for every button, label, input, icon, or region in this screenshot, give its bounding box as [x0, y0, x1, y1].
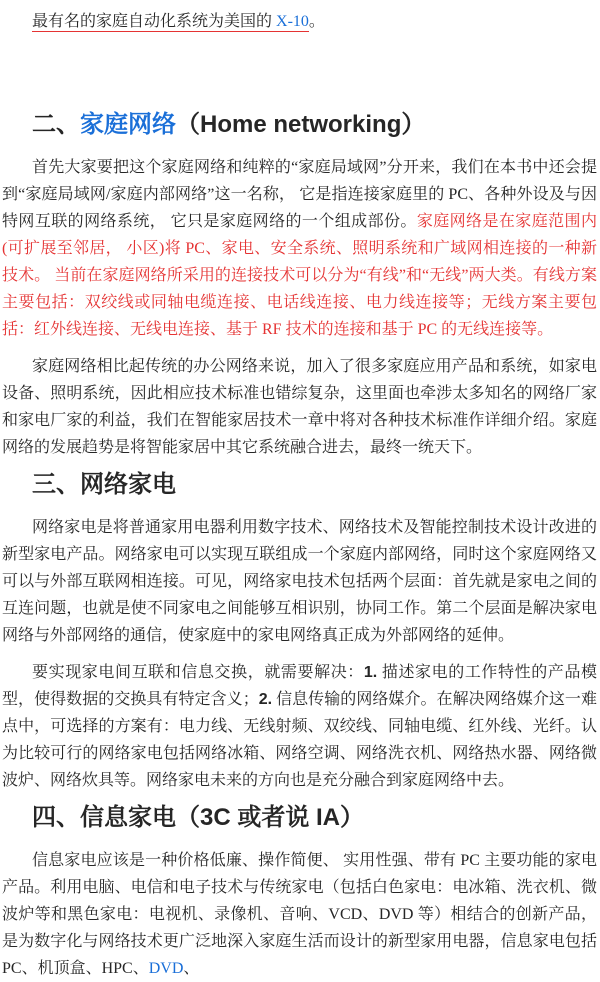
section-heading-information-appliances [2, 804, 597, 831]
paragraph-home-network-standards [2, 353, 597, 461]
text-run: 三、网络家电 [32, 471, 176, 498]
text-run: 信息传输的网络媒介。在解决网络媒介这一难点中，可选择的方案有：电力线、无线射频、双绞线、同轴电缆、红外线、光纤。认为比较可行的网络家电包括网络冰箱、网络空调、网络洗衣机、网络热水器、网络微波炉、网络炊具等。网络家电未来的方向也是充分融合到家庭网络中去。 [2, 691, 597, 789]
paragraph-home-network-definition [2, 154, 597, 343]
text-run: 二、 [32, 111, 80, 138]
paragraph-network-appliances-definition [2, 514, 597, 649]
text-run: 2. [258, 691, 273, 708]
text-run: 、 [183, 960, 200, 977]
intro-line [2, 8, 597, 35]
text-run: 。 [308, 13, 325, 30]
section-heading-network-appliances [2, 471, 597, 498]
text-run: 要实现家电间互联和信息交换，就需要解决： [32, 664, 364, 681]
paragraph-network-appliances-requirements [2, 659, 597, 794]
text-run: 信息家电应该是一种价格低廉、操作简便、 实用性强、带有 PC 主要功能的家电产品。利用电脑、电信和电子技术与传统家电（包括白色家电：电冰箱、洗衣机、微波炉等和黑色家电：电视机、录像机、音响、VCD、DVD 等）相结合的创新产品， 是为数字化与网络技术更广泛地深入家庭生活而设计的新型家用电器，信息家电包括 PC、机顶盒、HPC、 [2, 852, 597, 977]
text-run: （Home networking） [176, 111, 426, 138]
text-run: 1. [363, 664, 378, 681]
text-run: 网络家电是将普通家用电器利用数字技术、网络技术及智能控制技术设计改进的新型家电产品。网络家电可以实现互联组成一个家庭内部网络，同时这个家庭网络又可以与外部互联网相连接。可见，网络家电技术包括两个层面：首先就是家电之间的互连问题，也就是使不同家电之间能够互相识别，协同工作。第二个层面是解决家电网络与外部网络的通信，使家庭中的家电网络真正成为外部网络的延伸。 [2, 519, 597, 644]
section-heading-home-networking [2, 111, 597, 138]
document-body [2, 8, 597, 982]
text-run: 最有名的家庭自动化系统为美国的 [32, 13, 277, 30]
text-run: 家庭网络相比起传统的办公网络来说，加入了很多家庭应用产品和系统，如家电设备、照明系统，因此相应技术标准也错综复杂，这里面也牵涉太多知名的网络厂家和家电厂家的利益，我们在智能家居技术一章中将对各种技术标准作详细介绍。家庭网络的发展趋势是将智能家居中其它系统融合进去，最终一统天下。 [2, 358, 597, 456]
text-run: 家庭网络是在家庭范围内(可扩展至邻居， 小区)将 PC、家电、安全系统、照明系统和广域网相连接的一种新技术。 当前在家庭网络所采用的连接技术可以分为“有线”和“无线”两大类。有线方案主要包括：双绞线或同轴电缆连接、电话线连接、电力线连接等；无线方案主要包括：红外线连接、无线电连接、基于 RF 技术的连接和基于 PC 的无线连接等。 [2, 213, 597, 338]
text-run: 描述家电的工作特性的产品模型，使得数据的交换具有特定含义； [2, 664, 597, 708]
hyperlink-dvd[interactable]: DVD [148, 960, 184, 977]
paragraph-information-appliances-definition [2, 847, 597, 982]
text-run: 四、信息家电（3C 或者说 IA） [32, 804, 365, 831]
hyperlink-x-10[interactable]: X-10 [276, 13, 309, 30]
text-run: 首先大家要把这个家庭网络和纯粹的“家庭局域网”分开来，我们在本书中还会提到“家庭局域网/家庭内部网络”这一名称， 它是指连接家庭里的 PC、各种外设及与因特网互联的网络系统， 它只是家庭网络的一个组成部份。 [2, 159, 597, 230]
text-run: 家庭网络 [80, 111, 176, 138]
